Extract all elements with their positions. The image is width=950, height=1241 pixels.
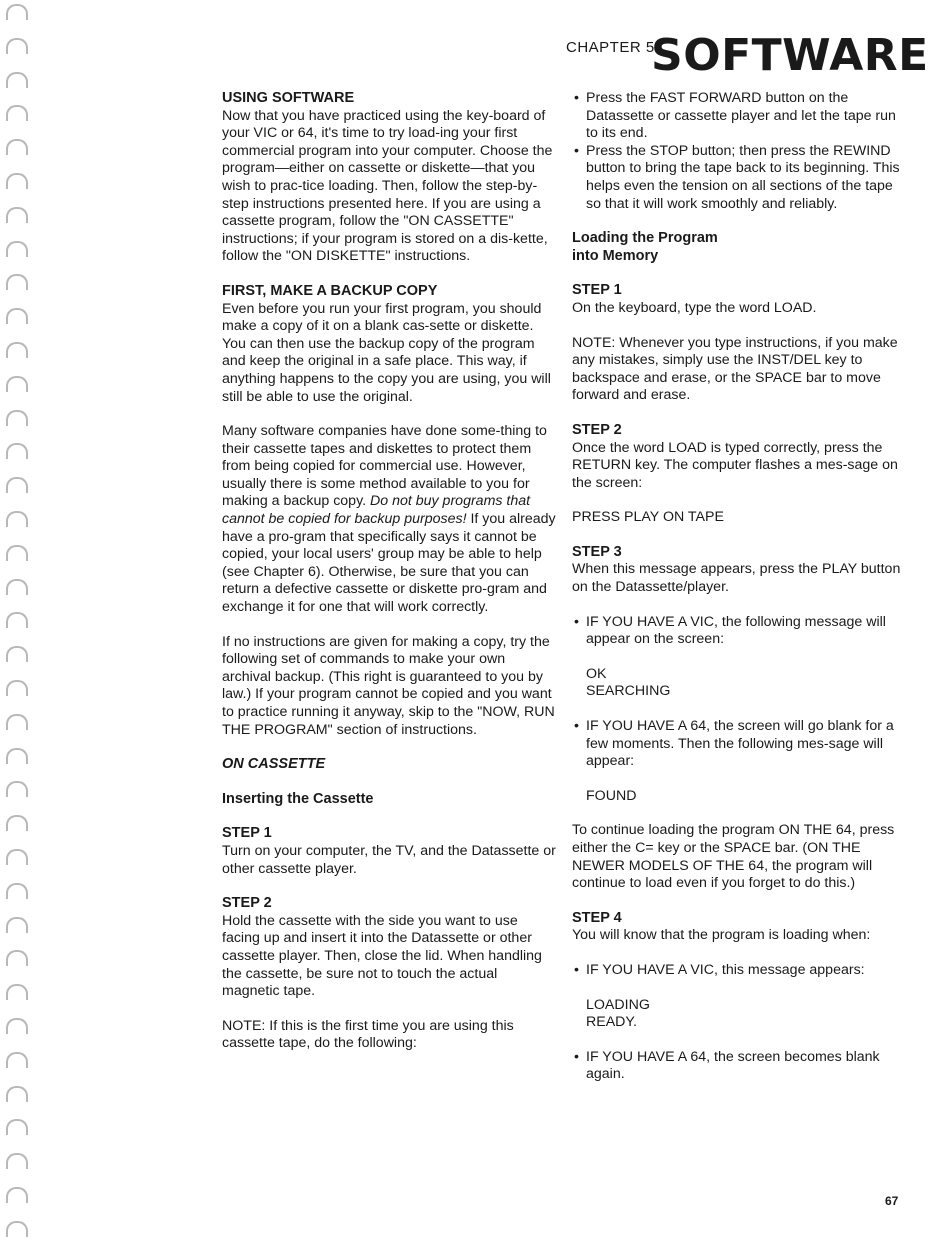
chapter-header xyxy=(566,30,929,82)
note: NOTE: Whenever you type instructions, if you make any mistakes, simply use the INST/DEL key to backspace and erase, or the SPACE bar to move forward and erase. xyxy=(572,334,898,404)
binding-ring xyxy=(6,883,28,899)
bullet-marker: • xyxy=(574,961,579,978)
binding-ring xyxy=(6,1187,28,1203)
step-text: You will know that the program is loading when: xyxy=(572,927,871,944)
binding-ring xyxy=(6,1018,28,1034)
step-heading: STEP 2 xyxy=(222,895,272,912)
paragraph: To continue loading the program ON THE 64, press either the C= key or the SPACE bar. (ON THE NEWER MODELS OF THE 64, the program will continue to load even if you forget to do this.) xyxy=(572,822,895,892)
binding-ring xyxy=(6,612,28,628)
binding-ring xyxy=(6,376,28,392)
bullet-item xyxy=(572,718,906,771)
binding-ring xyxy=(6,781,28,797)
binding-ring xyxy=(6,38,28,54)
section-heading: ON CASSETTE xyxy=(222,756,326,773)
binding-ring xyxy=(6,410,28,426)
binding-ring xyxy=(6,1153,28,1169)
note: NOTE: If this is the first time you are using this cassette tape, do the following: xyxy=(222,1017,514,1052)
step-text: Once the word LOAD is typed correctly, press the RETURN key. The computer flashes a mes-sage on the screen: xyxy=(572,439,898,491)
binding-ring xyxy=(6,646,28,662)
bullet-marker: • xyxy=(574,142,579,159)
binding-ring xyxy=(6,72,28,88)
bullet-text: Press the FAST FORWARD button on the Datassette or cassette player and let the tape run to its end. xyxy=(586,90,896,142)
binding-ring xyxy=(6,1052,28,1068)
bullet-text: IF YOU HAVE A VIC, the following message will appear on the screen: xyxy=(586,613,886,648)
subsection-heading: Inserting the Cassette xyxy=(222,790,374,807)
binding-ring xyxy=(6,984,28,1000)
paragraph: Even before you run your first program, you should make a copy of it on a blank cas-sette or diskette. You can then use the backup copy of the program and keep the original in a safe place. This way, if anything happens to the copy you are using, you will still be able to use the original. xyxy=(222,300,551,405)
page-number: 67 xyxy=(885,1194,899,1208)
step-heading: STEP 4 xyxy=(572,909,622,926)
binding-ring xyxy=(6,173,28,189)
step-text: When this message appears, press the PLAY button on the Datassette/player. xyxy=(572,561,901,596)
binding-ring xyxy=(6,950,28,966)
bullet-item xyxy=(572,614,906,649)
step-text: Turn on your computer, the TV, and the Datassette or other cassette player. xyxy=(222,842,556,877)
binding-ring xyxy=(6,443,28,459)
step-heading: STEP 1 xyxy=(222,825,272,842)
bullet-item xyxy=(572,1049,906,1084)
binding-ring xyxy=(6,545,28,561)
screen-message: FOUND xyxy=(586,787,637,804)
text-run: Many software companies have done some-thing to their cassette tapes and diskettes to protect them from being copied for commercial use. However, usually there is some method available to you for making a backup copy. xyxy=(222,423,547,510)
italic-emphasis: Do not buy programs that cannot be copied for backup purposes! xyxy=(222,493,531,528)
right-column xyxy=(572,90,906,1084)
paragraph: Now that you have practiced using the key-board of your VIC or 64, it's time to try load-ing your first commercial program into your computer. Choose the program—either on cassette or diskette—that you wish to prac-tice loading. Then, follow the step-by-step instructions presented here. If you are using a cassette program, follow the "ON CASSETTE" instructions; if your program is stored on a dis-kette, follow the "ON DISKETTE" instructions. xyxy=(222,107,553,265)
screen-message: SEARCHING xyxy=(586,683,671,700)
spiral-binding xyxy=(0,0,40,1241)
binding-ring xyxy=(6,1221,28,1237)
paragraph: If no instructions are given for making a copy, try the following set of commands to make your own archival backup. (This right is guaranteed to you by law.) If your program cannot be copied and you want to practice running it anyway, skip to the "NOW, RUN THE PROGRAM" section of instructions. xyxy=(222,633,555,738)
bullet-item xyxy=(572,143,906,213)
bullet-text: Press the STOP button; then press the REWIND button to bring the tape back to its beginning. This helps even the tension on all sections of the tape so that it will work smoothly and reliably. xyxy=(586,142,900,212)
binding-ring xyxy=(6,139,28,155)
binding-ring xyxy=(6,579,28,595)
step-heading: STEP 2 xyxy=(572,421,622,438)
binding-ring xyxy=(6,714,28,730)
binding-ring xyxy=(6,1119,28,1135)
binding-ring xyxy=(6,274,28,290)
bullet-text: IF YOU HAVE A VIC, this message appears: xyxy=(586,961,865,978)
step-heading: STEP 1 xyxy=(572,282,622,299)
screen-message: READY. xyxy=(586,1014,637,1031)
binding-ring xyxy=(6,308,28,324)
binding-ring xyxy=(6,207,28,223)
bullet-item xyxy=(572,90,906,143)
binding-ring xyxy=(6,105,28,121)
binding-ring xyxy=(6,680,28,696)
bullet-marker: • xyxy=(574,718,579,735)
subsection-heading: Loading the Program xyxy=(572,230,718,247)
paragraph xyxy=(222,423,556,617)
screen-message: LOADING xyxy=(586,996,650,1013)
step-heading: STEP 3 xyxy=(572,543,622,560)
bullet-text: IF YOU HAVE A 64, the screen becomes blank again. xyxy=(586,1048,880,1083)
binding-ring xyxy=(6,849,28,865)
bullet-marker: • xyxy=(574,1048,579,1065)
chapter-title: SOFTWARE xyxy=(651,30,929,81)
binding-ring xyxy=(6,477,28,493)
screen-message: PRESS PLAY ON TAPE xyxy=(572,509,724,526)
text-run: If you already have a pro-gram that specifically says it cannot be copied, your local users' group may be able to help (see Chapter 6). Otherwise, be sure that you can return a defective cassette or diskette pro-gram and exchange it for one that will work correctly. xyxy=(222,511,556,616)
binding-ring xyxy=(6,511,28,527)
subsection-heading: into Memory xyxy=(572,247,659,264)
binding-ring xyxy=(6,1086,28,1102)
binding-ring xyxy=(6,748,28,764)
binding-ring xyxy=(6,4,28,20)
binding-ring xyxy=(6,241,28,257)
bullet-item xyxy=(572,962,906,980)
binding-ring xyxy=(6,815,28,831)
chapter-label: CHAPTER 5 xyxy=(566,39,655,56)
binding-ring xyxy=(6,342,28,358)
bullet-marker: • xyxy=(574,90,579,106)
step-text: On the keyboard, type the word LOAD. xyxy=(572,299,817,316)
section-heading: FIRST, MAKE A BACKUP COPY xyxy=(222,282,438,299)
step-text: Hold the cassette with the side you want to use facing up and insert it into the Datassette or other cassette player. Then, close the lid. When handling the cassette, be sure not to touch the actual magnetic tape. xyxy=(222,912,542,1000)
binding-ring xyxy=(6,917,28,933)
bullet-text: IF YOU HAVE A 64, the screen will go blank for a few moments. Then the following mes-sage will appear: xyxy=(586,718,894,770)
section-heading: USING SOFTWARE xyxy=(222,90,355,106)
bullet-marker: • xyxy=(574,613,579,630)
screen-message: OK xyxy=(586,665,607,682)
left-column xyxy=(222,90,556,1053)
